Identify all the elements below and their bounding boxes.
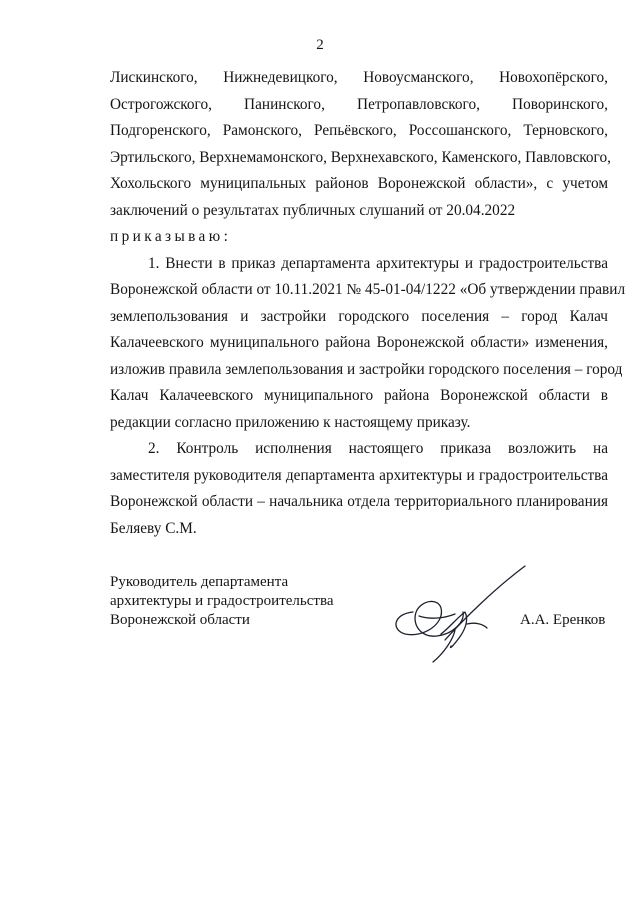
signer-name: А.А. Еренков — [520, 612, 606, 628]
signature-title-line: архитектуры и градостроительства — [110, 593, 334, 609]
signature-title-line: Руководитель департамента — [110, 574, 289, 590]
text-line: заключений о результатах публичных слушаний от 20.04.2022 — [110, 201, 516, 219]
item-2-line: Воронежской области – начальника отдела территориального планирования — [110, 493, 608, 510]
item-1-line: Воронежской области от 10.11.2021 № 45-01-04/1222 «Об утверждении правил — [110, 281, 626, 298]
item-1-line: изложив правила землепользования и застройки городского поселения – город — [110, 360, 623, 378]
item-1-line: Калачеевского муниципального района Воронежской области» изменения, — [110, 334, 608, 351]
item-1-line: Калач Калачеевского муниципального района Воронежской области в — [110, 387, 608, 404]
item-1-line: землепользования и застройки городского поселения – город Калач — [110, 307, 608, 325]
text-line: Хохольского муниципальных районов Воронежской области», с учетом — [110, 175, 608, 192]
document-body — [110, 65, 626, 542]
item-2-line: заместителя руководителя департамента архитектуры и градостроительства — [110, 466, 608, 484]
item-2-line: 2. Контроль исполнения настоящего приказа возложить на — [148, 440, 608, 457]
signature-title — [110, 573, 333, 630]
signature-title-line: Воронежской области — [110, 612, 250, 628]
text-line: Острогожского, Панинского, Петропавловского, Поворинского, — [110, 95, 608, 113]
item-1-line: редакции согласно приложению к настоящему приказу. — [110, 413, 471, 431]
text-line: Подгоренского, Рамонского, Репьёвского, Россошанского, Терновского, — [110, 122, 608, 139]
text-line: Лискинского, Нижнедевицкого, Новоусманского, Новохопёрского, — [110, 69, 608, 86]
order-word: приказываю: — [110, 228, 232, 245]
page-number: 2 — [316, 37, 324, 53]
handwritten-signature — [383, 550, 533, 665]
item-2-line: Беляеву С.М. — [110, 519, 197, 537]
item-1-line: 1. Внести в приказ департамента архитектуры и градостроительства — [148, 254, 608, 272]
text-line: Эртильского, Верхнемамонского, Верхнехавского, Каменского, Павловского, — [110, 148, 611, 166]
